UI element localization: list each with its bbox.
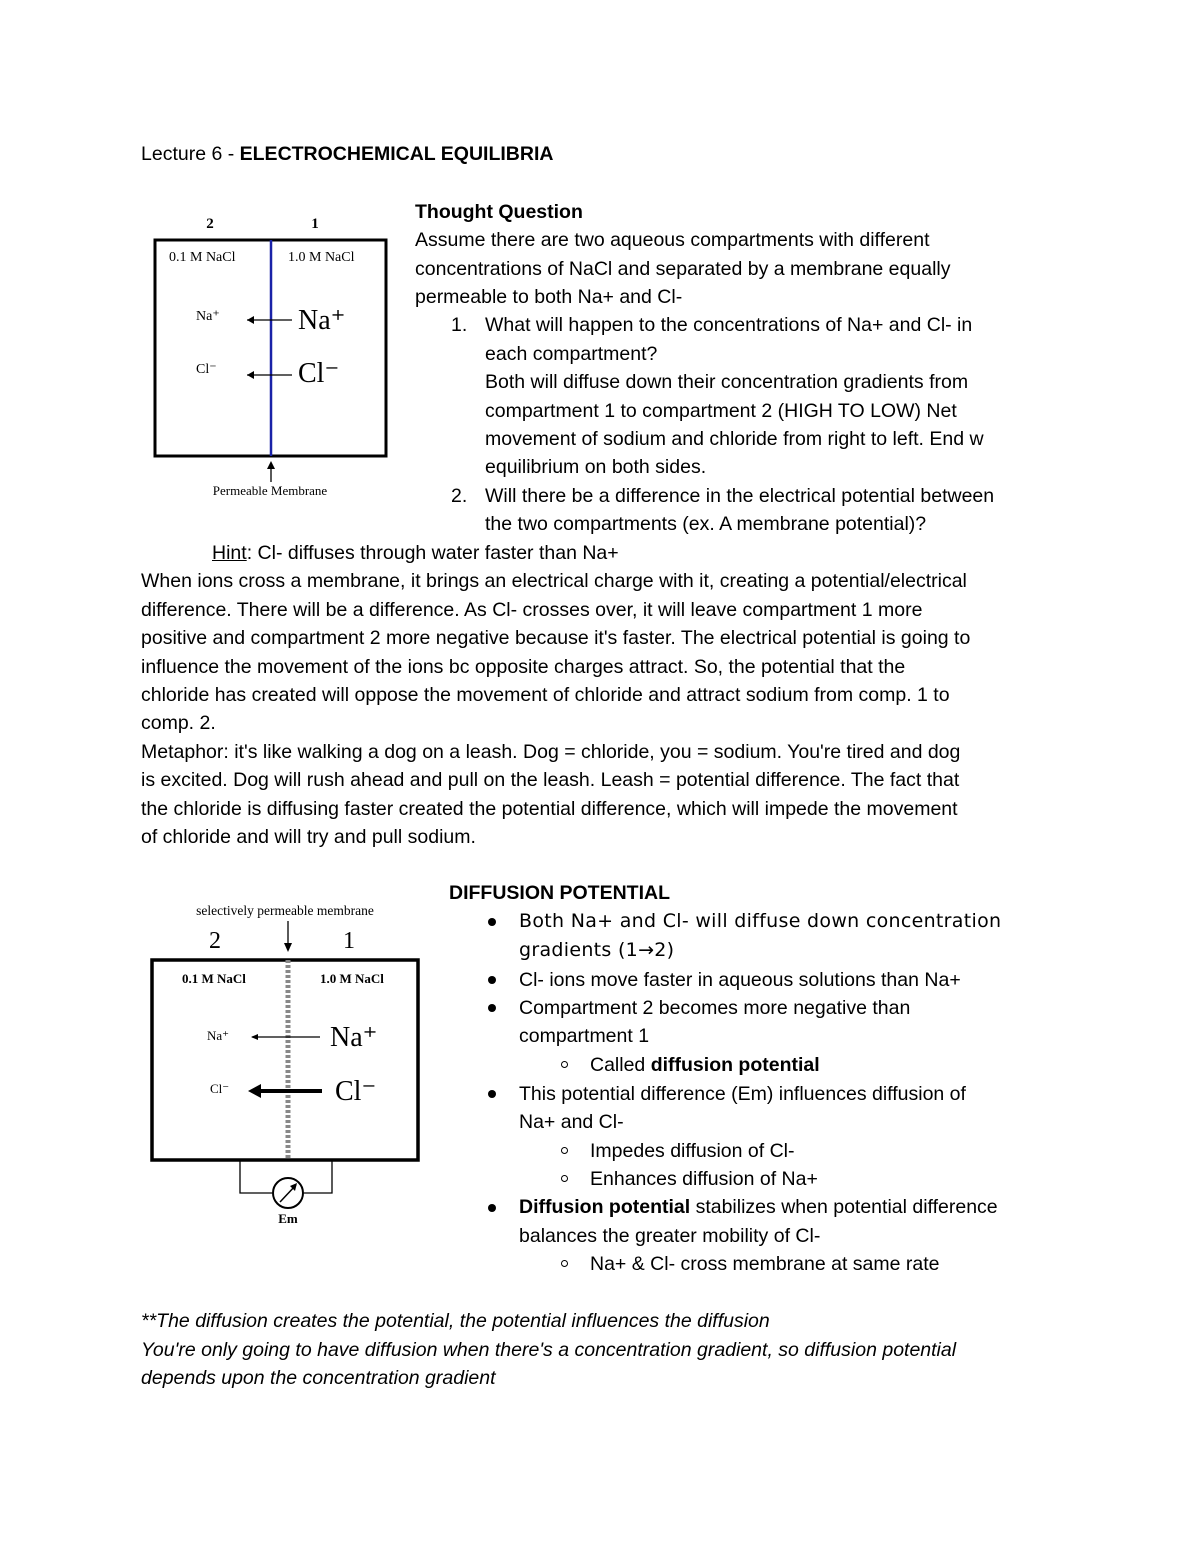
sub-bullet-ring — [561, 1260, 568, 1267]
bullet-dot — [488, 1004, 496, 1012]
fig2-pointer-head — [284, 943, 292, 952]
fig2-na-arrowhead — [251, 1034, 258, 1040]
fig1-cl-small: Cl⁻ — [196, 362, 217, 377]
fig1-cl-arrowhead — [247, 371, 254, 379]
metaphor-line: the chloride is diffusing faster created the potential difference, which will impede the movement — [141, 798, 958, 820]
question-1-answer-line: equilibrium on both sides. — [485, 456, 707, 478]
fig2-left-conc: 0.1 M NaCl — [182, 971, 246, 986]
fig1-label-2: 2 — [206, 216, 214, 232]
bullet-dot — [488, 1090, 496, 1098]
sub-bullet-diffusion-potential — [590, 1051, 820, 1079]
bullet-3-line: compartment 1 — [519, 1025, 650, 1047]
bullet-dot — [488, 976, 496, 984]
closing-note-line: depends upon the concentration gradient — [141, 1367, 496, 1389]
bullet-5-line — [519, 1193, 998, 1221]
bullet-5-bold: Diffusion potential — [519, 1196, 691, 1218]
thought-intro-1: Assume there are two aqueous compartments with different — [415, 229, 930, 251]
fig2-wire-left — [240, 1160, 272, 1193]
figure-permeable-membrane — [140, 200, 400, 510]
page-title — [141, 140, 553, 168]
question-1-answer-line: compartment 1 to compartment 2 (HIGH TO LOW) Net — [485, 400, 957, 422]
question-2-line: Will there be a difference in the electrical potential between — [485, 485, 995, 507]
fig2-na-big: Na⁺ — [330, 1022, 378, 1053]
fig2-box — [152, 960, 418, 1160]
fig1-membrane-pointer-head — [267, 461, 275, 469]
bullet-5-rest: stabilizes when potential difference — [690, 1196, 998, 1218]
metaphor-line: Metaphor: it's like walking a dog on a leash. Dog = chloride, you = sodium. You're tired and dog — [141, 741, 961, 763]
fig2-right-conc: 1.0 M NaCl — [320, 971, 384, 986]
explanation-line: positive and compartment 2 more negative because it's faster. The electrical potential is going to — [141, 627, 971, 649]
sub-bullet-enhances: Enhances diffusion of Na+ — [590, 1168, 818, 1190]
explanation-line: When ions cross a membrane, it brings an electrical charge with it, creating a potential/electrical — [141, 570, 967, 592]
fig2-meter-label: Em — [278, 1211, 298, 1226]
hint-text: : Cl- diffuses through water faster than Na+ — [246, 542, 619, 564]
bullet-3-line: Compartment 2 becomes more negative than — [519, 997, 911, 1019]
bullet-5-line: balances the greater mobility of Cl- — [519, 1225, 821, 1247]
hint — [212, 539, 619, 567]
bullet-dot — [488, 918, 496, 926]
sub-bullet-ring — [561, 1147, 568, 1154]
explanation-line: comp. 2. — [141, 712, 216, 734]
fig2-wire-right — [304, 1160, 332, 1193]
explanation-line: chloride has created will oppose the movement of chloride and attract sodium from comp. 1 to — [141, 684, 950, 706]
diffusion-potential-heading: DIFFUSION POTENTIAL — [449, 882, 670, 904]
bullet-1-line: gradients (1→2) — [519, 939, 675, 961]
sub-bullet-impedes: Impedes diffusion of Cl- — [590, 1140, 795, 1162]
lecture-title: ELECTROCHEMICAL EQUILIBRIA — [239, 143, 554, 165]
question-1-line: each compartment? — [485, 343, 658, 365]
fig2-cl-arrowhead — [248, 1084, 261, 1098]
fig1-na-arrowhead — [247, 316, 254, 324]
fig1-label-1: 1 — [311, 216, 319, 232]
question-1-answer-line: movement of sodium and chloride from right to left. End w — [485, 428, 984, 450]
fig1-left-conc: 0.1 M NaCl — [169, 250, 236, 265]
sub-bullet-prefix: Called — [590, 1054, 651, 1076]
fig1-na-big: Na⁺ — [298, 305, 346, 336]
thought-intro-2: concentrations of NaCl and separated by a membrane equally — [415, 258, 951, 280]
sub-bullet-bold: diffusion potential — [650, 1054, 820, 1076]
explanation-line: difference. There will be a difference. As Cl- crosses over, it will leave compartment 1 more — [141, 599, 923, 621]
fig1-na-small: Na⁺ — [196, 309, 220, 324]
sub-bullet-ring — [561, 1175, 568, 1182]
question-1-number: 1. — [451, 314, 468, 336]
closing-note-line: **The diffusion creates the potential, the potential influences the diffusion — [141, 1310, 770, 1332]
figure-diffusion-potential — [140, 895, 440, 1235]
fig1-right-conc: 1.0 M NaCl — [288, 250, 355, 265]
fig2-cl-big: Cl⁻ — [335, 1076, 377, 1107]
bullet-dot — [488, 1204, 496, 1212]
question-1-answer-line: Both will diffuse down their concentration gradients from — [485, 371, 969, 393]
fig2-label-1: 1 — [343, 928, 355, 954]
fig1-cl-big: Cl⁻ — [298, 358, 340, 389]
fig2-label-2: 2 — [209, 928, 221, 954]
fig2-top-label: selectively permeable membrane — [196, 903, 374, 918]
thought-question-heading: Thought Question — [415, 201, 583, 223]
metaphor-line: of chloride and will try and pull sodium. — [141, 826, 476, 848]
question-2-line: the two compartments (ex. A membrane potential)? — [485, 513, 927, 535]
fig1-membrane-label: Permeable Membrane — [212, 483, 328, 498]
bullet-2: Cl- ions move faster in aqueous solutions than Na+ — [519, 969, 961, 991]
fig2-na-small: Na⁺ — [207, 1028, 230, 1043]
closing-note-line: You're only going to have diffusion when there's a concentration gradient, so diffusion potential — [141, 1339, 957, 1361]
question-1-line: What will happen to the concentrations of Na+ and Cl- in — [485, 314, 973, 336]
sub-bullet-same-rate: Na+ & Cl- cross membrane at same rate — [590, 1253, 940, 1275]
metaphor-line: is excited. Dog will rush ahead and pull on the leash. Leash = potential difference. The fact that — [141, 769, 960, 791]
lecture-prefix: Lecture 6 - — [141, 143, 240, 165]
bullet-4-line: This potential difference (Em) influences diffusion of — [519, 1083, 966, 1105]
bullet-4-line: Na+ and Cl- — [519, 1111, 624, 1133]
hint-label: Hint — [212, 542, 247, 564]
thought-intro-3: permeable to both Na+ and Cl- — [415, 286, 683, 308]
question-2-number: 2. — [451, 485, 468, 507]
bullet-1-line: Both Na+ and Cl- will diffuse down concentration — [519, 910, 1002, 932]
fig2-cl-small: Cl⁻ — [210, 1081, 230, 1096]
explanation-line: influence the movement of the ions bc opposite charges attract. So, the potential that the — [141, 656, 906, 678]
sub-bullet-ring — [561, 1061, 568, 1068]
